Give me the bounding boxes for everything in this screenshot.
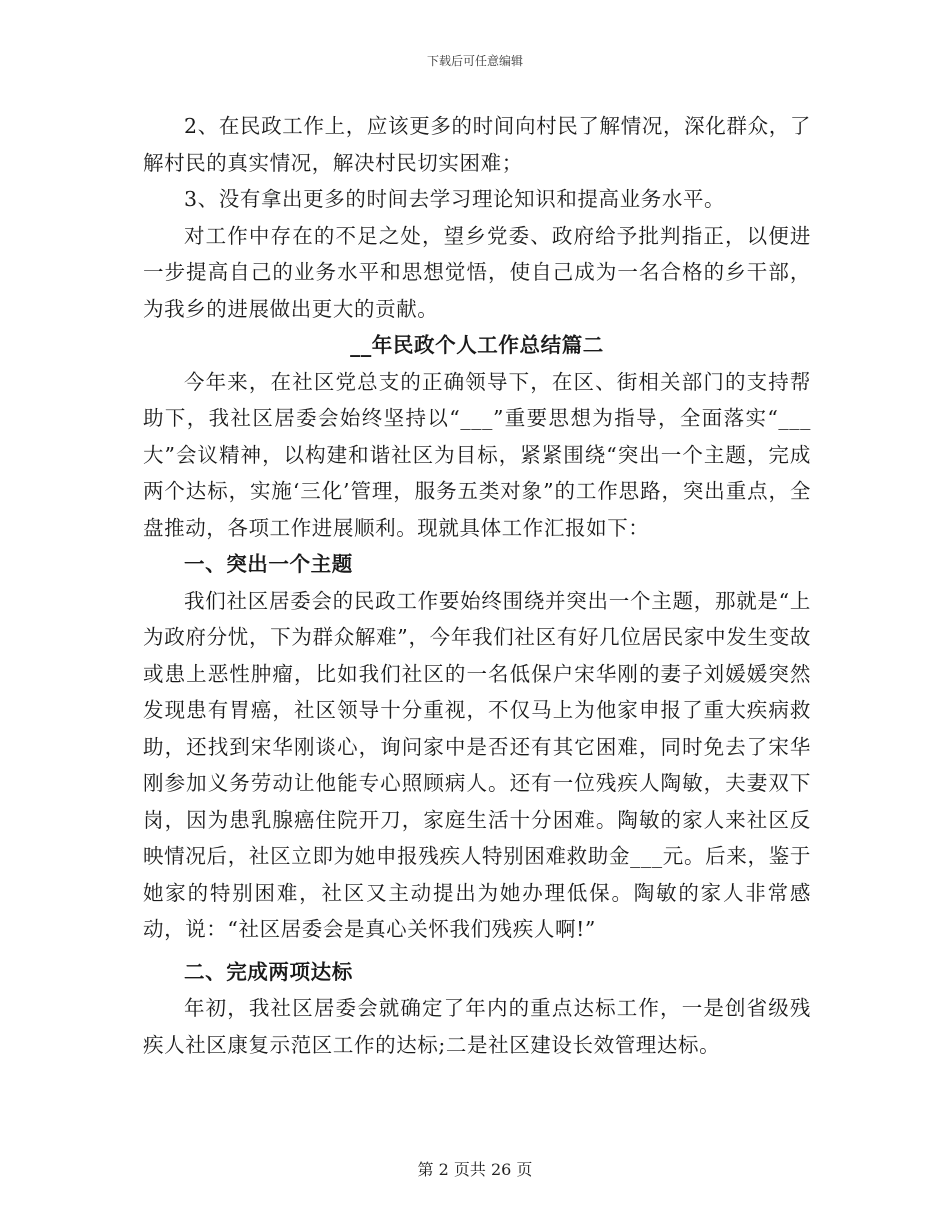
section-heading-1: 一、突出一个主题 xyxy=(184,552,353,576)
article-title: __年民政个人工作总结篇二 xyxy=(350,333,604,357)
section-heading-2: 二、完成两项达标 xyxy=(184,959,353,984)
document-body xyxy=(143,108,811,1063)
section-body-2: 年初，我社区居委会就确定了年内的重点达标工作，一是创省级残疾人社区康复示范区工作的达标;二是社区建设长效管理达标。 xyxy=(143,996,811,1057)
page-footer: 第 2 页共 26 页 xyxy=(417,1160,533,1179)
page-header: 下载后可任意编辑 xyxy=(426,54,523,68)
paragraph-item-2: 2、在民政工作上，应该更多的时间向村民了解情况，深化群众，了解村民的真实情况，解决村民切实困难； xyxy=(143,114,811,175)
paragraph-closing: 对工作中存在的不足之处，望乡党委、政府给予批判指正，以便进一步提高自己的业务水平和思想觉悟，使自己成为一名合格的乡干部，为我乡的进展做出更大的贡献。 xyxy=(143,223,811,321)
intro-paragraph: 今年来，在社区党总支的正确领导下，在区、街相关部门的支持帮助下，我社区居委会始终坚持以“___”重要思想为指导，全面落实“___大”会议精神，以构建和谐社区为目标，紧紧围绕“突出一个主题，完成两个达标，实施‘三化’管理，服务五类对象”的工作思路，突出重点，全盘推动，各项工作进展顺利。现就具体工作汇报如下： xyxy=(143,369,811,540)
paragraph-item-3: 3、没有拿出更多的时间去学习理论知识和提高业务水平。 xyxy=(184,187,726,211)
section-body-1: 我们社区居委会的民政工作要始终围绕并突出一个主题，那就是“上为政府分忧，下为群众解难”，今年我们社区有好几位居民家中发生变故或患上恶性肿瘤，比如我们社区的一名低保户宋华刚的妻子刘媛媛突然发现患有胃癌，社区领导十分重视，不仅马上为他家申报了重大疾病救助，还找到宋华刚谈心，询问家中是否还有其它困难，同时免去了宋华刚参加义务劳动让他能专心照顾病人。还有一位残疾人陶敏，夫妻双下岗，因为患乳腺癌住院开刀，家庭生活十分困难。陶敏的家人来社区反映情况后，社区立即为她申报残疾人特别困难救助金___元。后来，鉴于她家的特别困难，社区又主动提出为她办理低保。陶敏的家人非常感动，说：“社区居委会是真心关怀我们残疾人啊!” xyxy=(143,588,811,941)
